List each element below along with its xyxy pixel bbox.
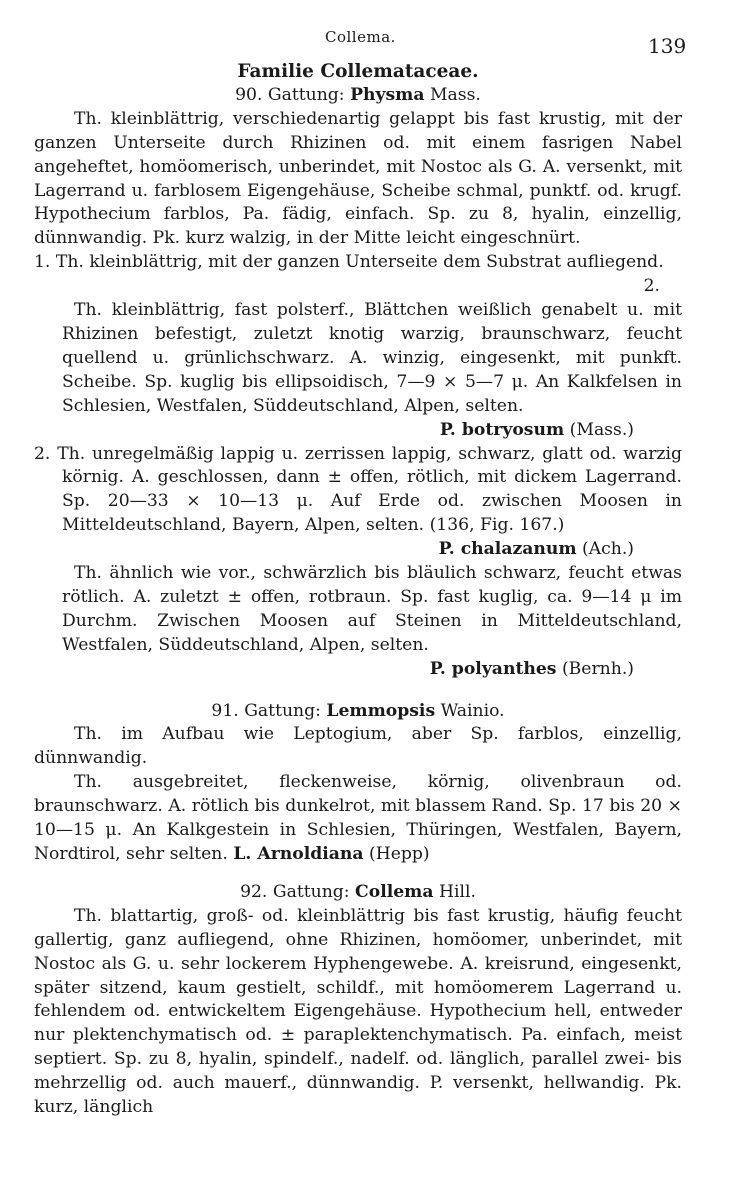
genus-description: Th. kleinblättrig, verschiedenartig gelappt bis fast krustig, mit der ganzen Unterseite durch Rhizinen od. mit einem fasrigen Nabel angeheftet, homöomerisch, unberindet, mit Nostoc als G. A. versenkt, mit Lagerrand u. farblosem Eigengehäuse, Scheibe schmal, punktf. od. krugf. Hypothecium farblos, Pa. fädig, einfach. Sp. zu 8, hyalin, einzellig, dünnwandig. Pk. kurz walzig, in der Mitte leicht eingeschnürt. bbox=[34, 108, 682, 249]
section-spacer bbox=[34, 682, 682, 700]
genus-name: Lemmopsis bbox=[326, 700, 436, 721]
section-spacer bbox=[34, 867, 682, 881]
page-body bbox=[34, 60, 682, 1120]
key-target: 2. bbox=[643, 276, 660, 297]
species-name: P. chalazanum (Ach.) bbox=[438, 539, 634, 560]
species-name: P. polyanthes (Bernh.) bbox=[429, 658, 634, 679]
key-entry-2a: 2. Th. unregelmäßig lappig u. zerrissen lappig, schwarz, glatt od. warzig körnig. A. geschlossen, dann ± offen, rötlich, mit dickem Lagerrand. Sp. 20—33 × 10—13 μ. Auf Erde od. zwischen Moosen in Mitteldeutschland, Bayern, Alpen, selten. (136, Fig. 167.) bbox=[34, 443, 682, 536]
genus-name: Collema bbox=[355, 881, 434, 902]
species-name: P. botryosum (Mass.) bbox=[439, 419, 634, 440]
genus-heading-91: 91. Gattung: Lemmopsis Wainio. bbox=[211, 700, 505, 721]
family-heading: Familie Collemataceae. bbox=[237, 61, 479, 82]
genus-description: Th. im Aufbau wie Leptogium, aber Sp. farblos, einzellig, dünnwandig. bbox=[34, 724, 682, 769]
page-number: 139 bbox=[648, 34, 687, 58]
running-header: Collema. bbox=[325, 28, 396, 46]
genus-name: Physma bbox=[350, 84, 425, 105]
key-entry-1a: 1. Th. kleinblättrig, mit der ganzen Unterseite dem Substrat aufliegend. bbox=[34, 252, 664, 273]
genus-description: Th. blattartig, groß- od. kleinblättrig bis fast krustig, häufig feucht gallertig, ganz aufliegend, ohne Rhizinen, homöomer, unberindet, mit Nostoc als G. u. sehr lockerem Hyphengewebe. A. kreisrund, eingesenkt, später sitzend, kaum gestielt, schildf., mit homöomerem Lagerrand u. fehlendem od. entwickeltem Eigengehäuse. Hypothecium hell, entweder nur plektenchymatisch od. ± paraplektenchymatisch. Pa. einfach, meist septiert. Sp. zu 8, hyalin, spindelf., nadelf. od. länglich, parallel zwei- bis mehrzellig od. auch mauerf., dünnwandig. P. versenkt, hellwandig. Pk. kurz, länglich bbox=[34, 905, 682, 1118]
key-entry-1b: Th. kleinblättrig, fast polsterf., Blättchen weißlich genabelt u. mit Rhizinen befestigt, zuletzt knotig warzig, braunschwarz, feucht quellend u. grünlichschwarz. A. winzig, eingesenkt, mit punkft. Scheibe. Sp. kuglig bis ellipsoidisch, 7—9 × 5—7 μ. An Kalkfelsen in Schlesien, Westfalen, Süddeutschland, Alpen, selten. bbox=[62, 300, 682, 416]
genus-heading-90: 90. Gattung: Physma Mass. bbox=[235, 84, 481, 105]
key-entry-2b: Th. ähnlich wie vor., schwärzlich bis bläulich schwarz, feucht etwas rötlich. A. zuletzt ± offen, rotbraun. Sp. fast kuglig, ca. 9—14 μ im Durchm. Zwischen Moosen auf Steinen in Mitteldeutschland, Westfalen, Süddeutschland, Alpen, selten. bbox=[62, 563, 682, 655]
genus-heading-92: 92. Gattung: Collema Hill. bbox=[240, 881, 476, 902]
species-description: Th. ausgebreitet, fleckenweise, körnig, olivenbraun od. braunschwarz. A. rötlich bis dunkelrot, mit blassem Rand. Sp. 17 bis 20 × 10—15 μ. An Kalkgestein in Schlesien, Thüringen, Westfalen, Bayern, Nordtirol, sehr selten. L. Arnoldiana (Hepp) bbox=[34, 772, 682, 864]
